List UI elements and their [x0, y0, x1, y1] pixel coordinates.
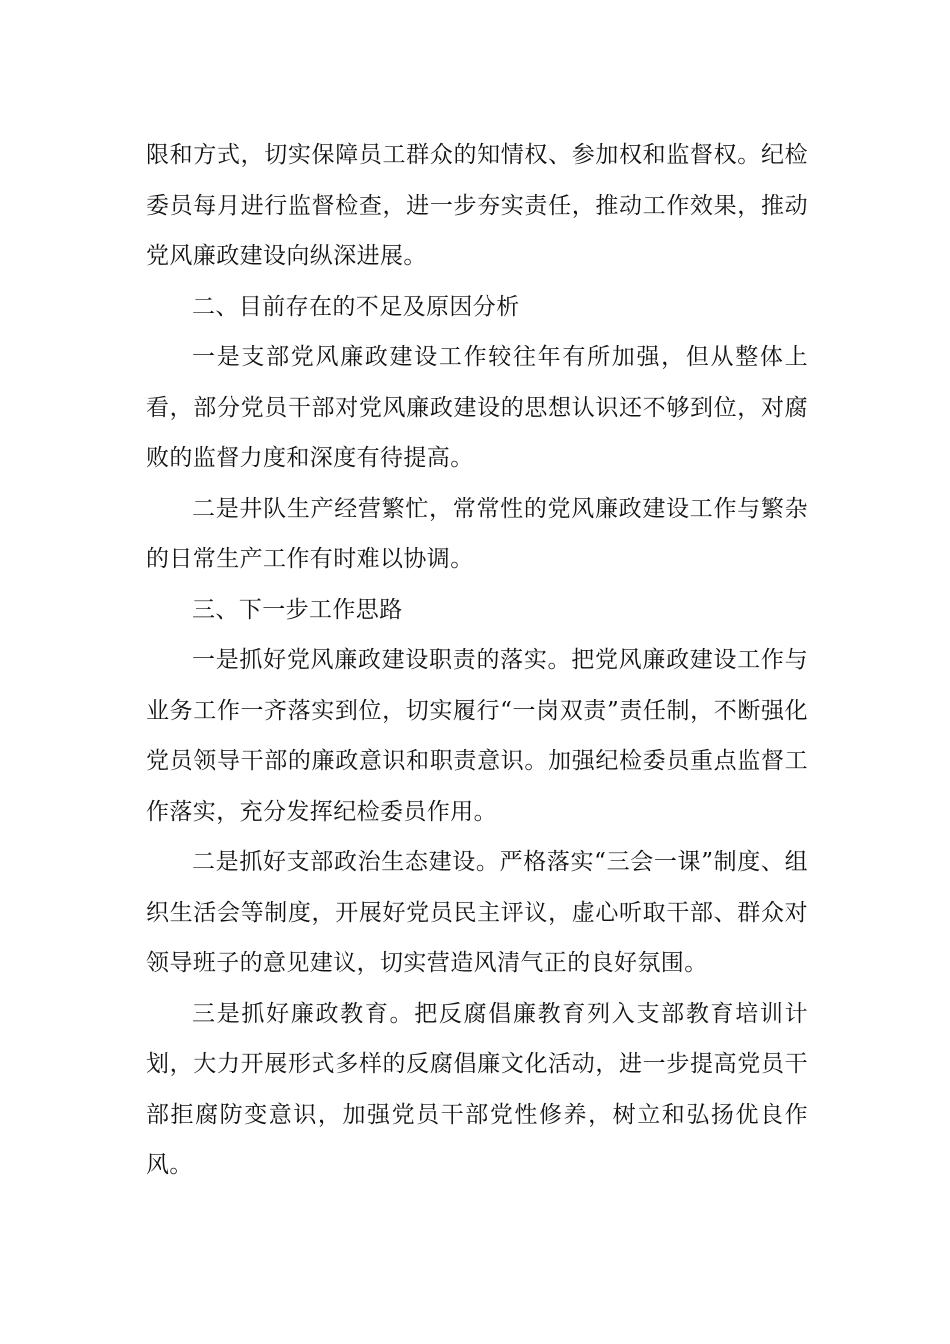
paragraph-next-step-3: 三是抓好廉政教育。把反腐倡廉教育列入支部教育培训计划，大力开展形式多样的反腐倡廉文化活动，进一步提高党员干部拒腐防变意识，加强党员干部党性修养，树立和弘扬优良作风。 [146, 1000, 808, 1178]
section-heading-shortcomings: 二、目前存在的不足及原因分析 [192, 293, 520, 320]
document-body [146, 130, 808, 1191]
paragraph-continuation: 限和方式，切实保障员工群众的知情权、参加权和监督权。纪检委员每月进行监督检查，进一步夯实责任，推动工作效果，推动党风廉政建设向纵深进展。 [146, 142, 808, 269]
paragraph-shortcoming-1: 一是支部党风廉政建设工作较往年有所加强，但从整体上看，部分党员干部对党风廉政建设的思想认识还不够到位，对腐败的监督力度和深度有待提高。 [146, 344, 808, 471]
paragraph-shortcoming-2: 二是井队生产经营繁忙，常常性的党风廉政建设工作与繁杂的日常生产工作有时难以协调。 [146, 495, 808, 572]
paragraph-next-step-1: 一是抓好党风廉政建设职责的落实。把党风廉政建设工作与业务工作一齐落实到位，切实履行“一岗双责”责任制，不断强化党员领导干部的廉政意识和职责意识。加强纪检委员重点监督工作落实，充分发挥纪检委员作用。 [146, 647, 808, 825]
paragraph-next-step-2: 二是抓好支部政治生态建设。严格落实“三会一课”制度、组织生活会等制度，开展好党员民主评议，虚心听取干部、群众对领导班子的意见建议，切实营造风清气正的良好氛围。 [146, 849, 808, 976]
section-heading-next-steps: 三、下一步工作思路 [192, 596, 403, 623]
